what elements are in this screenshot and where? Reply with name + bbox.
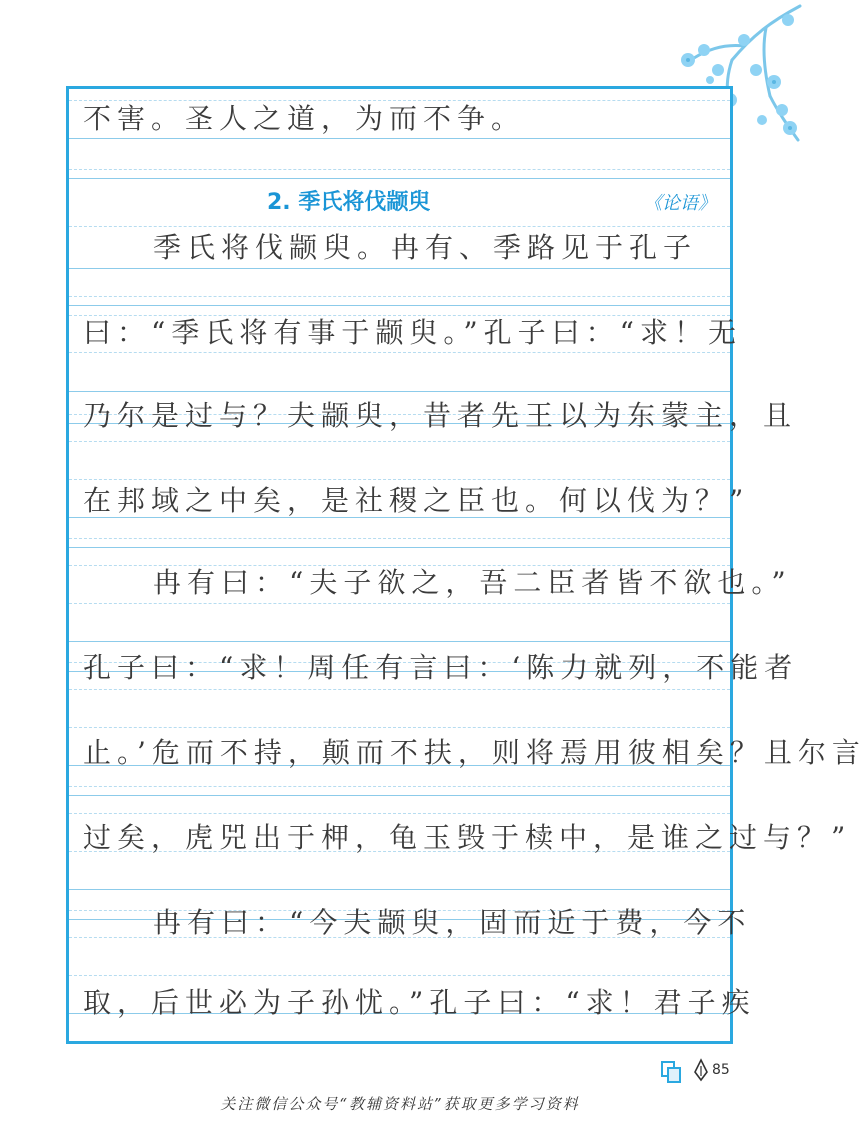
text-line: 取，后世必为子孙忧。”孔子曰：“求！君子疾 (83, 986, 756, 1019)
text-line: 冉有曰：“今夫颛臾，固而近于费，今不 (153, 906, 752, 939)
page-corner-icon (660, 1060, 684, 1084)
text-line: 乃尔是过与？夫颛臾，昔者先王以为东蒙主，且 (83, 399, 798, 432)
text-line: 不害。圣人之道，为而不争。 (83, 102, 526, 135)
text-line: 过矣，虎兕出于柙，龟玉毁于椟中，是谁之过与？” (83, 821, 852, 854)
text-line: 冉有曰：“夫子欲之，吾二臣者皆不欲也。” (153, 566, 792, 599)
text-line: 孔子曰：“求！周任有言曰：‘陈力就列，不能者 (83, 651, 799, 684)
footer-note: 关注微信公众号“教辅资料站”获取更多学习资料 (220, 1095, 580, 1113)
text-line: 在邦域之中矣，是社稷之臣也。何以伐为？” (83, 484, 750, 517)
text-line: 止。’危而不持，颠而不扶，则将焉用彼相矣？且尔言 (83, 736, 866, 769)
text-line: 曰：“季氏将有事于颛臾。”孔子曰：“求！无 (83, 316, 742, 349)
page-number: 85 (712, 1062, 730, 1078)
writing-frame (66, 86, 866, 1044)
pen-nib-icon (692, 1058, 710, 1082)
section-title: 2. 季氏将伐颛臾 (267, 190, 431, 215)
text-line: 季氏将伐颛臾。冉有、季路见于孔子 (153, 231, 698, 264)
section-source: 《论语》 (644, 193, 716, 214)
